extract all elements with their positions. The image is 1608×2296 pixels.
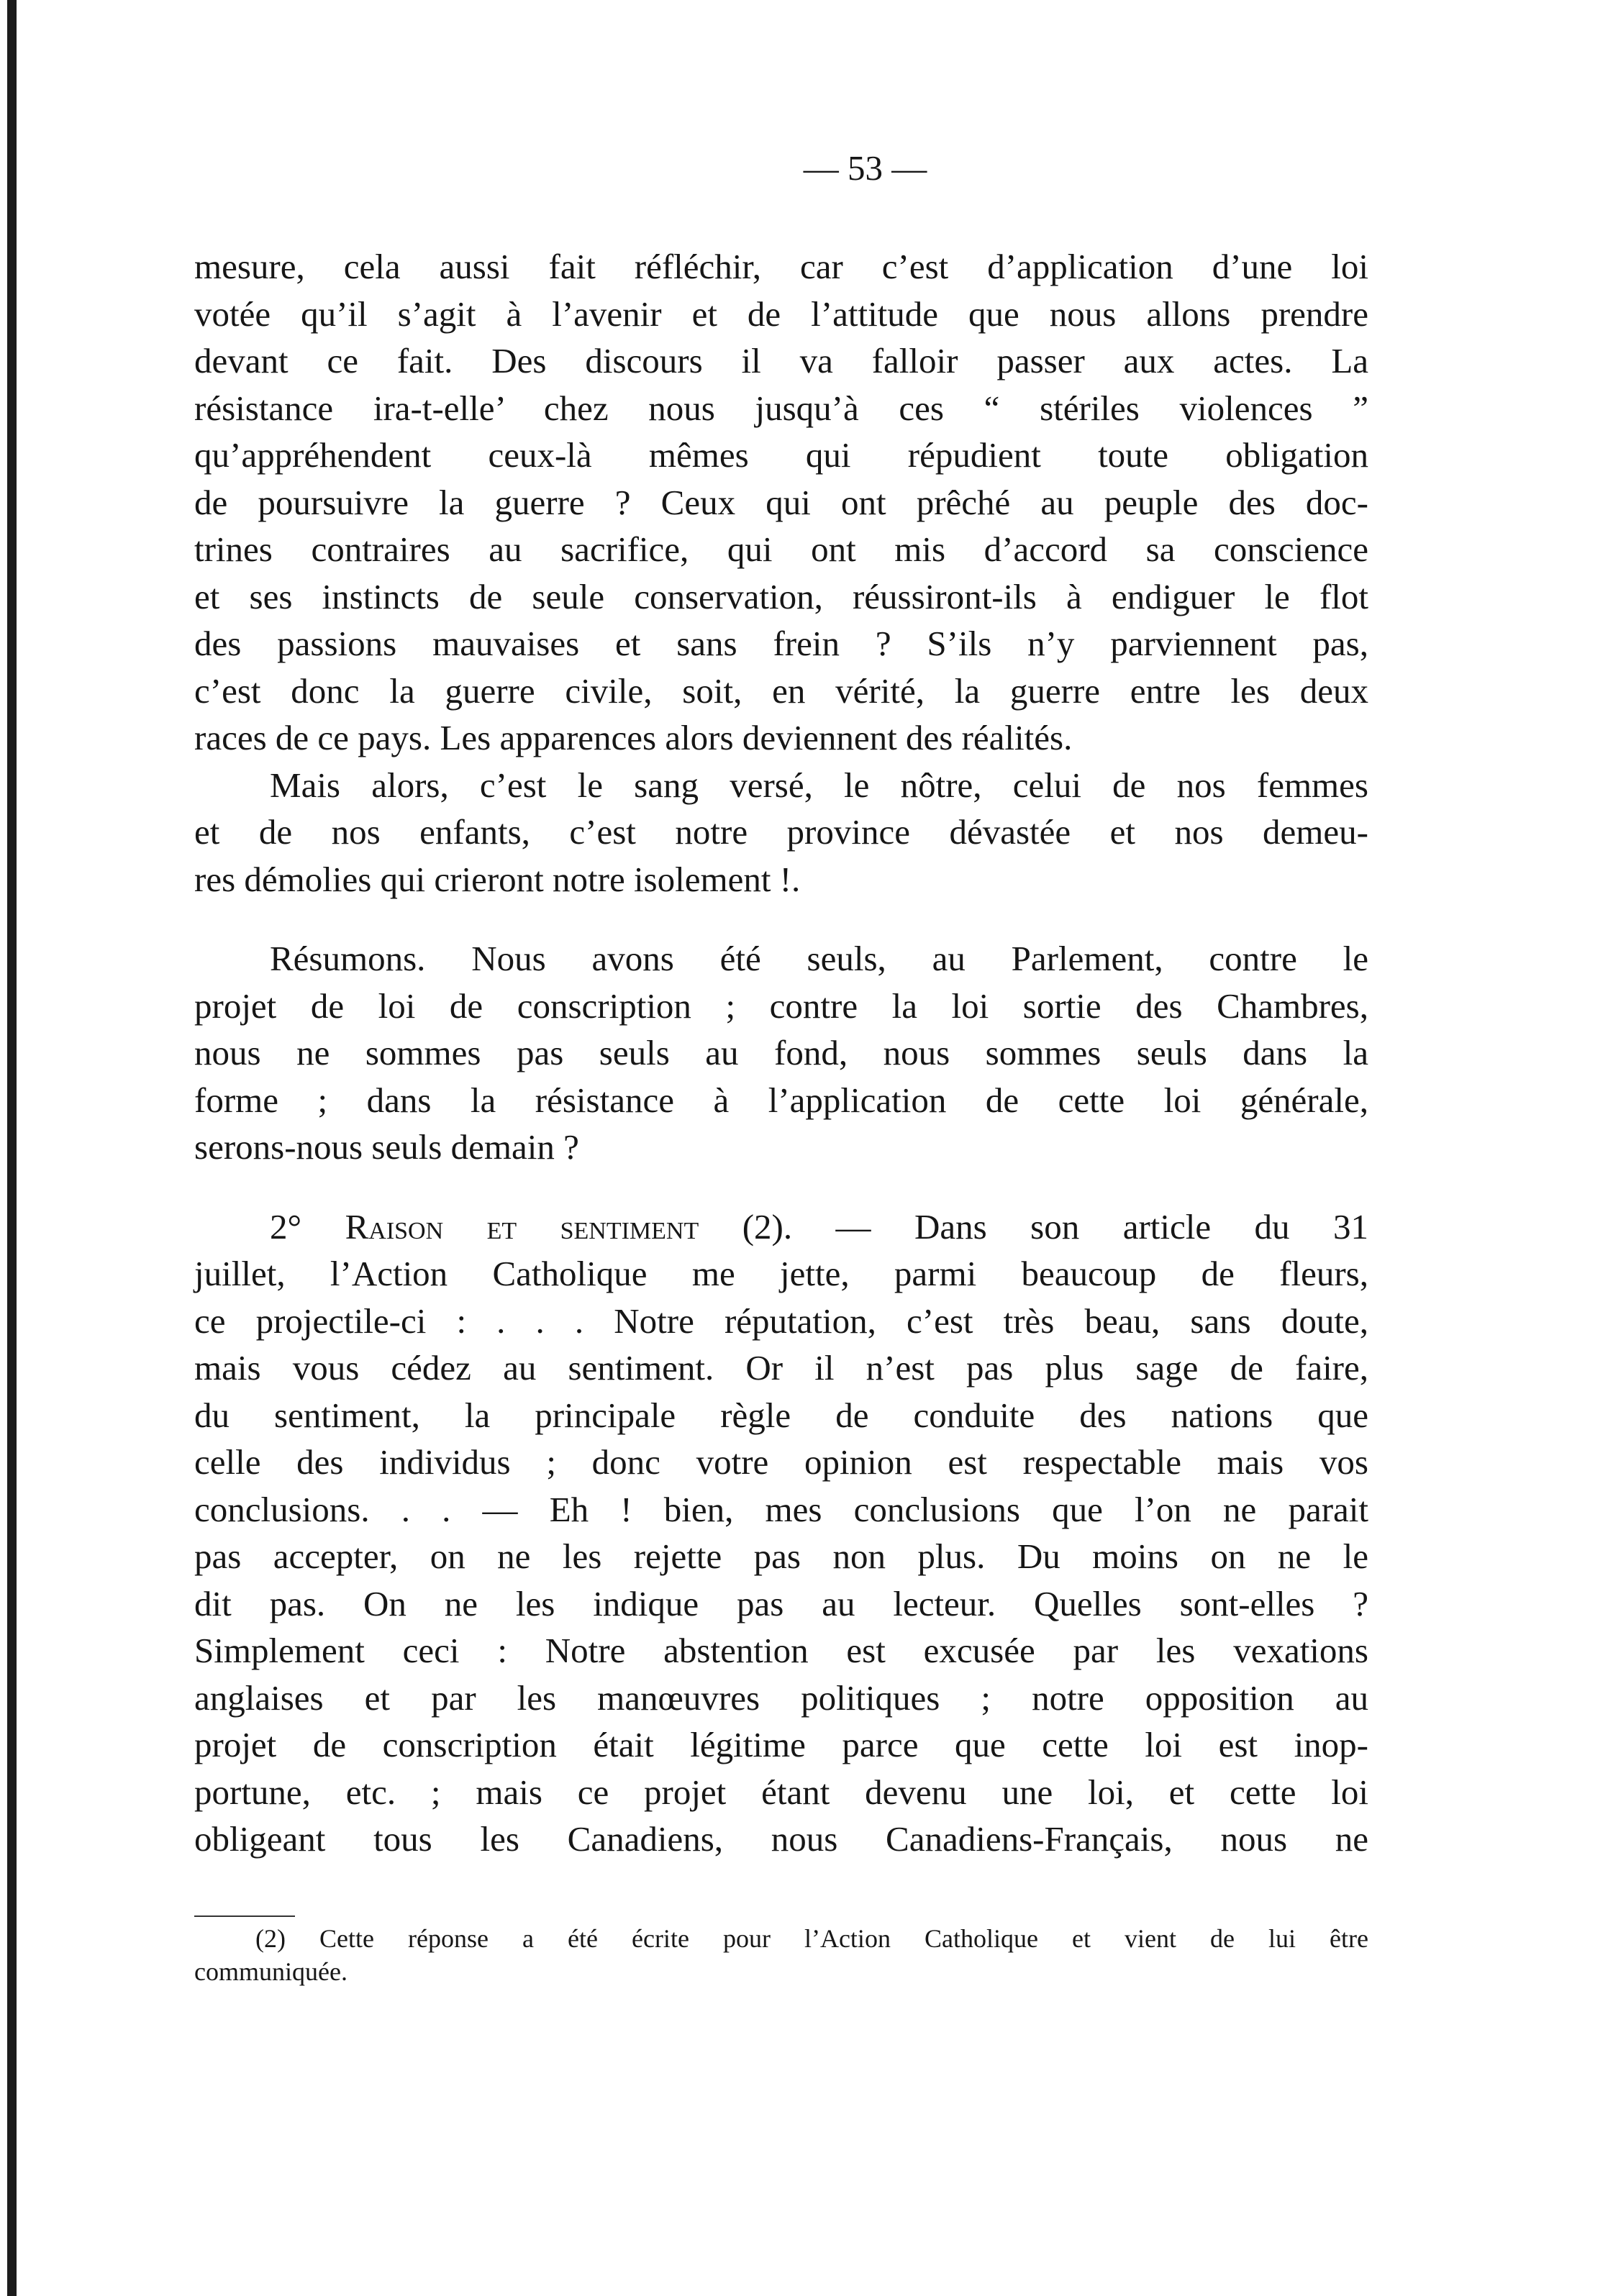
text-line: conclusions. . . — Eh ! bien, mes conclusions que l’on ne parait <box>194 1489 1368 1529</box>
text-line: trines contraires au sacrifice, qui ont mis d’accord sa conscience <box>194 529 1368 569</box>
paragraph-1 <box>194 243 1368 762</box>
text-line: votée qu’il s’agit à l’avenir et de l’attitude que nous allons prendre <box>194 293 1368 334</box>
footnote-rule <box>194 1915 295 1917</box>
text-line: du sentiment, la principale règle de conduite des nations que <box>194 1395 1368 1435</box>
text-line: Résumons. Nous avons été seuls, au Parlement, contre le <box>270 939 1368 978</box>
paragraph-gap <box>194 1171 1368 1203</box>
text-line: ce projectile-ci : . . . Notre réputation, c’est très beau, sans doute, <box>194 1300 1368 1341</box>
paragraph-2 <box>194 762 1368 903</box>
text-line: Mais alors, c’est le sang versé, le nôtre, celui de nos femmes <box>270 765 1368 805</box>
text-line: et ses instincts de seule conservation, réussiront-ils à endiguer le flot <box>194 576 1368 616</box>
text-line: qu’appréhendent ceux-là mêmes qui répudient toute obligation <box>194 435 1368 475</box>
paragraph-gap <box>194 903 1368 935</box>
text-line: anglaises et par les manœuvres politiques ; notre opposition au <box>194 1677 1368 1718</box>
text-line: pas accepter, on ne les rejette pas non plus. Du moins on ne le <box>194 1536 1368 1576</box>
text-line: dit pas. On ne les indique pas au lecteur. Quelles sont-elles ? <box>194 1583 1368 1623</box>
body-text <box>194 243 1368 1863</box>
text-line: portune, etc. ; mais ce projet étant devenu une loi, et cette loi <box>194 1772 1368 1812</box>
text-line: des passions mauvaises et sans frein ? S’ils n’y parviennent pas, <box>194 624 1368 663</box>
text-line: celle des individus ; donc votre opinion est respectable mais vos <box>194 1442 1368 1482</box>
paragraph-3 <box>194 935 1368 1171</box>
page-number: — 53 — <box>803 148 927 188</box>
paragraph-4 <box>194 1203 1368 1863</box>
text-line: nous ne sommes pas seuls au fond, nous sommes seuls dans la <box>194 1033 1368 1072</box>
text-line: mais vous cédez au sentiment. Or il n’est pas plus sage de faire, <box>194 1348 1368 1388</box>
footnote-line: (2) Cette réponse a été écrite pour l’Action Catholique et vient de lui être <box>255 1924 1368 1953</box>
text-line: Simplement ceci : Notre abstention est excusée par les vexations <box>194 1631 1368 1670</box>
section-heading: Raison et sentiment <box>345 1206 699 1247</box>
scan-binding-edge <box>7 0 17 2296</box>
text-line: serons-nous seuls demain ? <box>194 1127 579 1167</box>
text-line: projet de loi de conscription ; contre la loi sortie des Chambres, <box>194 985 1368 1026</box>
text-line: juillet, l’Action Catholique me jette, parmi beaucoup de fleurs, <box>194 1254 1368 1293</box>
footnote-line: communiquée. <box>194 1957 348 1986</box>
text-line: forme ; dans la résistance à l’application de cette loi générale, <box>194 1080 1368 1120</box>
text-line: races de ce pays. Les apparences alors deviennent des réalités. <box>194 718 1073 757</box>
section-heading-line <box>194 1203 1368 1251</box>
text-line: de poursuivre la guerre ? Ceux qui ont prêché au peuple des doc- <box>194 482 1368 522</box>
section-heading-rest: (2). — Dans son article du 31 <box>742 1206 1369 1247</box>
section-number: 2° <box>270 1206 302 1247</box>
text-line: obligeant tous les Canadiens, nous Canadiens-Français, nous ne <box>194 1819 1368 1859</box>
text-line: mesure, cela aussi fait réfléchir, car c’est d’application d’une loi <box>194 247 1368 286</box>
text-line: projet de conscription était légitime parce que cette loi est inop- <box>194 1725 1368 1764</box>
text-line: c’est donc la guerre civile, soit, en vérité, la guerre entre les deux <box>194 670 1368 711</box>
text-line: résistance ira-t-elle’ chez nous jusqu’à ces “ stériles violences ” <box>194 388 1368 428</box>
text-line: et de nos enfants, c’est notre province dévastée et nos demeu- <box>194 812 1368 852</box>
footnote <box>194 1922 1368 1988</box>
text-line: res démolies qui crieront notre isolement !. <box>194 859 801 899</box>
text-line: devant ce fait. Des discours il va falloir passer aux actes. La <box>194 341 1368 381</box>
